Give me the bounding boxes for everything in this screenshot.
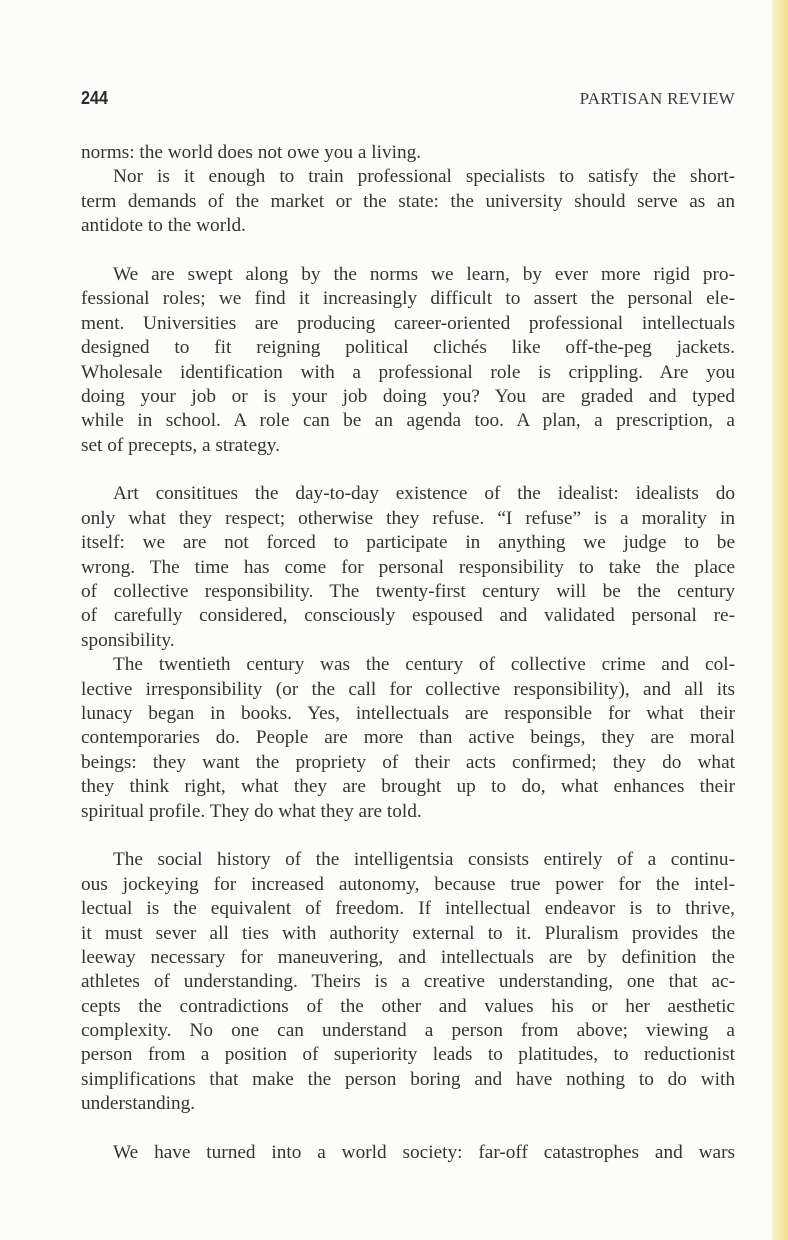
paragraph	[81, 848, 735, 1116]
text-line: lunacy began in books. Yes, intellectuals are responsible for what their	[81, 702, 735, 724]
page-edge-binding	[772, 0, 788, 1240]
paragraph	[81, 141, 735, 165]
text-line: designed to fit reigning political clichés like off-the-peg jackets.	[81, 337, 735, 359]
text-line: set of precepts, a strategy.	[81, 434, 280, 456]
text-line: athletes of understanding. Theirs is a creative understanding, one that ac-	[81, 971, 735, 993]
text-section	[81, 482, 735, 823]
text-line: We are swept along by the norms we learn, by ever more rigid pro-	[113, 263, 735, 285]
text-line: norms: the world does not owe you a living.	[81, 142, 422, 163]
text-line: Art consititues the day-to-day existence of the idealist: idealists do	[113, 483, 735, 505]
text-line: lectual is the equivalent of freedom. If intellectual endeavor is to thrive,	[81, 898, 735, 920]
paragraph	[81, 1141, 735, 1165]
text-line: simplifications that make the person boring and have nothing to do with	[81, 1068, 735, 1090]
text-section	[81, 263, 735, 458]
text-line: person from a position of superiority leads to platitudes, to reductionist	[81, 1044, 735, 1066]
text-line: complexity. No one can understand a person from above; viewing a	[81, 1020, 735, 1042]
text-line: lective irresponsibility (or the call for collective responsibility), and all its	[81, 678, 735, 700]
text-line: antidote to the world.	[81, 215, 246, 237]
running-title: PARTISAN REVIEW	[579, 89, 735, 108]
text-line: only what they respect; otherwise they refuse. “I refuse” is a morality in	[81, 507, 735, 529]
text-line: fessional roles; we find it increasingly difficult to assert the personal ele-	[81, 288, 735, 310]
text-line: The twentieth century was the century of collective crime and col-	[113, 654, 735, 676]
text-line: ment. Universities are producing career-oriented professional intellectuals	[81, 312, 735, 334]
text-line: leeway necessary for maneuvering, and intellectuals are by definition the	[81, 946, 735, 968]
text-line: contemporaries do. People are more than active beings, they are moral	[81, 727, 735, 749]
text-line: wrong. The time has come for personal responsibility to take the place	[81, 556, 735, 578]
text-line: The social history of the intelligentsia consists entirely of a continu-	[113, 849, 735, 871]
running-header	[81, 88, 735, 114]
text-section	[81, 141, 735, 239]
text-section	[81, 1141, 735, 1165]
text-line: beings: they want the propriety of their acts confirmed; they do what	[81, 751, 735, 773]
paragraph	[81, 165, 735, 238]
body-text	[81, 141, 735, 1165]
text-line: doing your job or is your job doing you? You are graded and typed	[81, 385, 735, 407]
text-line: of carefully considered, consciously espoused and validated personal re-	[81, 605, 735, 627]
page-number: 244	[81, 88, 109, 108]
text-line: We have turned into a world society: far-off catastrophes and wars	[113, 1142, 735, 1164]
text-line: sponsibility.	[81, 629, 175, 651]
text-line: it must sever all ties with authority external to it. Pluralism provides the	[81, 922, 735, 944]
text-line: cepts the contradictions of the other and values his or her aesthetic	[81, 995, 735, 1017]
text-line: Nor is it enough to train professional specialists to satisfy the short-	[113, 166, 735, 188]
text-line: they think right, what they are brought up to do, what enhances their	[81, 776, 735, 798]
text-line: spiritual profile. They do what they are told.	[81, 800, 422, 822]
text-line: itself: we are not forced to participate in anything we judge to be	[81, 532, 735, 554]
paragraph	[81, 482, 735, 653]
text-section	[81, 848, 735, 1116]
text-line: while in school. A role can be an agenda too. A plan, a prescription, a	[81, 410, 735, 432]
paragraph	[81, 653, 735, 824]
text-line: of collective responsibility. The twenty-first century will be the century	[81, 581, 735, 603]
text-line: understanding.	[81, 1093, 196, 1115]
text-line: ous jockeying for increased autonomy, because true power for the intel-	[81, 873, 735, 895]
text-line: term demands of the market or the state: the university should serve as an	[81, 190, 735, 212]
paragraph	[81, 263, 735, 458]
text-line: Wholesale identification with a professional role is crippling. Are you	[81, 361, 735, 383]
